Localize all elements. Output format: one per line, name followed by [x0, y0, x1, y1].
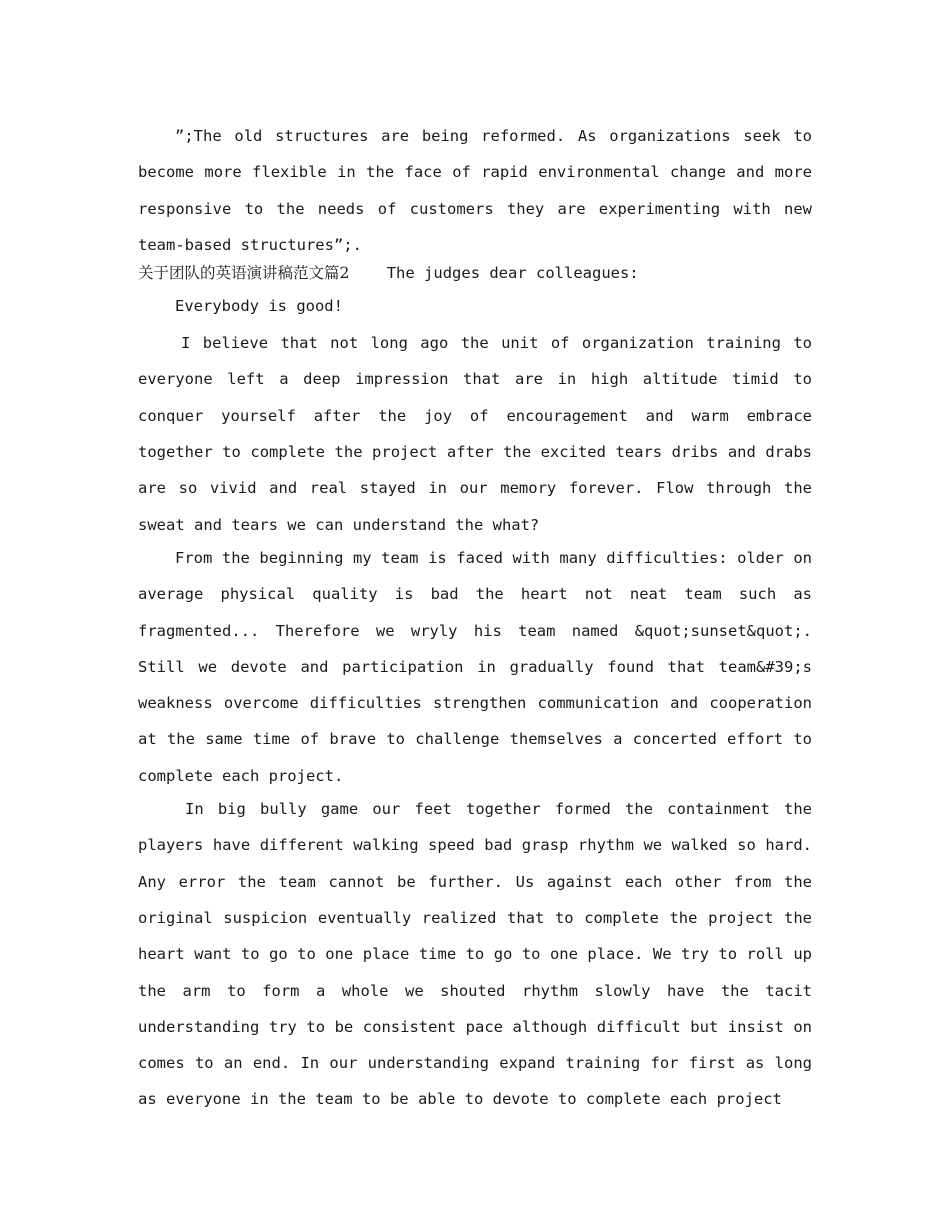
document-page — [138, 118, 812, 1118]
paragraph-big-bully: In big bully game our feet together formed the containment the players have different walking speed bad grasp rhythm we walked so hard. Any error the team cannot be further. Us against each other from the original suspicion eventually realized that to complete the project the heart want to go to one place time to go to one place. We try to roll up the arm to form a whole we shouted rhythm slowly have the tacit understanding try to be consistent pace although difficult but insist on comes to an end. In our understanding expand training for first as long as everyone in the team to be able to devote to complete each project — [138, 800, 812, 1109]
paragraph-believe: I believe that not long ago the unit of organization training to everyone left a deep impression that are in high altitude timid to conquer yourself after the joy of encouragement and warm embrace together to complete the project after the excited tears dribs and drabs are so vivid and real stayed in our memory forever. Flow through the sweat and tears we can understand the what? — [138, 334, 812, 534]
heading-title: 关于团队的英语演讲稿范文篇2 — [138, 264, 350, 283]
paragraph-everybody: Everybody is good! — [175, 297, 343, 316]
paragraph-from-beginning: From the beginning my team is faced with many difficulties: older on average physical quality is bad the heart not neat team such as fragmented... Therefore we wryly his team named &quot;sunset&quot;. Still we devote and participation in gradually found that team&#39;s weakness overcome difficulties strengthen communication and cooperation at the same time of brave to challenge themselves a concerted effort to complete each project. — [138, 548, 812, 785]
paragraph-structures: ”;The old structures are being reformed. As organizations seek to become more flexible in the face of rapid environmental change and more responsive to the needs of customers they are experimenting with new team-based structures”;. — [138, 127, 812, 254]
section-heading — [138, 257, 812, 290]
heading-greeting: The judges dear colleagues: — [386, 264, 639, 283]
